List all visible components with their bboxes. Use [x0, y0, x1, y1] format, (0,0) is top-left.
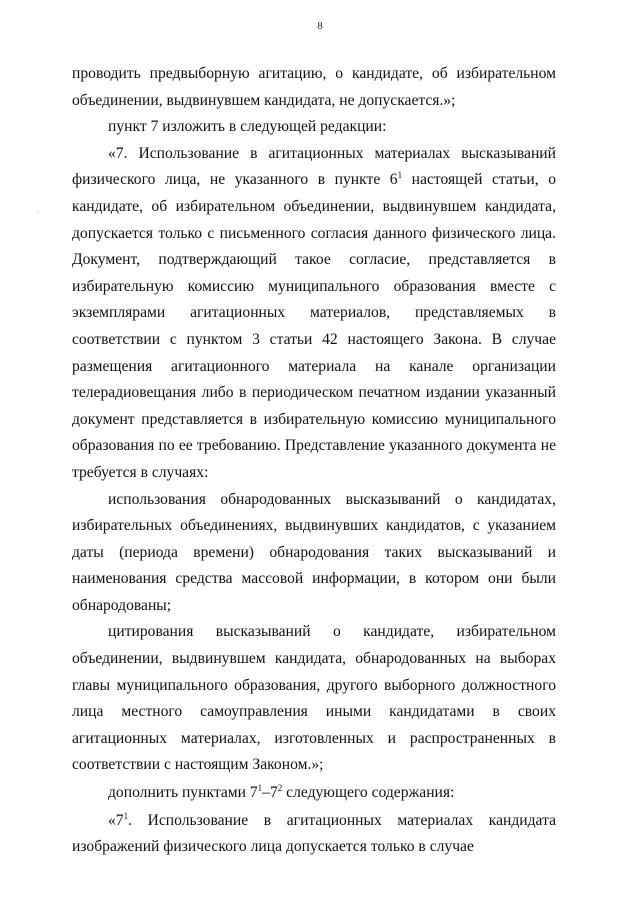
- body-text: [72, 61, 556, 861]
- point-7-1-part1: «7: [108, 811, 124, 829]
- paragraph-continuation: проводить предвыборную агитацию, о кандидате, об избирательном объединении, выдвинувшем кандидата, не допускается.»;: [72, 65, 556, 109]
- paragraph-add-points: [72, 780, 556, 807]
- superscript: 2: [277, 783, 283, 794]
- add-points-part1: дополнить пунктами 7: [108, 784, 258, 802]
- superscript: 1: [397, 170, 403, 181]
- add-points-part2: –7: [262, 784, 278, 802]
- margin-mark: ·: [37, 208, 40, 217]
- point-7-1-part2: . Использование в агитационных материалах кандидата изображений физического лица допускается только в случае: [72, 811, 556, 856]
- page-number: 8: [317, 20, 323, 32]
- paragraph-case-citation: цитирования высказываний о кандидате, избирательном объединении, выдвинувшем кандидата, обнародованных на выборах главы муниципального образования, другого выборного должностного лица местного самоуправления иными кандидатами в своих агитационных материалах, изготовленных и распространенных в соответствии с настоящим Законом.»;: [72, 623, 556, 774]
- paragraph-case-use-published: использования обнародованных высказываний о кандидатах, избирательных объединениях, выдвинувших кандидатов, с указанием даты (периода времени) обнародования таких высказываний и наименования средства массовой информации, в котором они были обнародованы;: [72, 490, 556, 614]
- add-points-part3: следующего содержания:: [282, 784, 455, 802]
- paragraph-amendment-point-7: пункт 7 изложить в следующей редакции:: [108, 118, 387, 136]
- paragraph-point-7-text: [72, 141, 556, 487]
- point-7-text-part2: настоящей статьи, о кандидате, об избирательном объединении, выдвинувшем кандидата, допускается только с письменного согласия данного физического лица. Документ, подтверждающий такое согласие, представляется в избирательную комиссию муниципального образования вместе с экземплярами агитационных материалов, представляемых в соответствии с пунктом 3 статьи 42 настоящего Закона. В случае размещения агитационного материала на канале организации телерадиовещания либо в периодическом печатном издании указанный документ представляется в избирательную комиссию муниципального образования по ее требованию. Представление указанного документа не требуется в случаях:: [72, 171, 556, 481]
- point-7-text-part1: «7. Использование в агитационных материалах высказываний физического лица, не указанного в пункте 6: [72, 144, 556, 189]
- superscript: 1: [257, 783, 263, 794]
- superscript: 1: [123, 810, 129, 821]
- paragraph-point-7-1: [72, 808, 556, 861]
